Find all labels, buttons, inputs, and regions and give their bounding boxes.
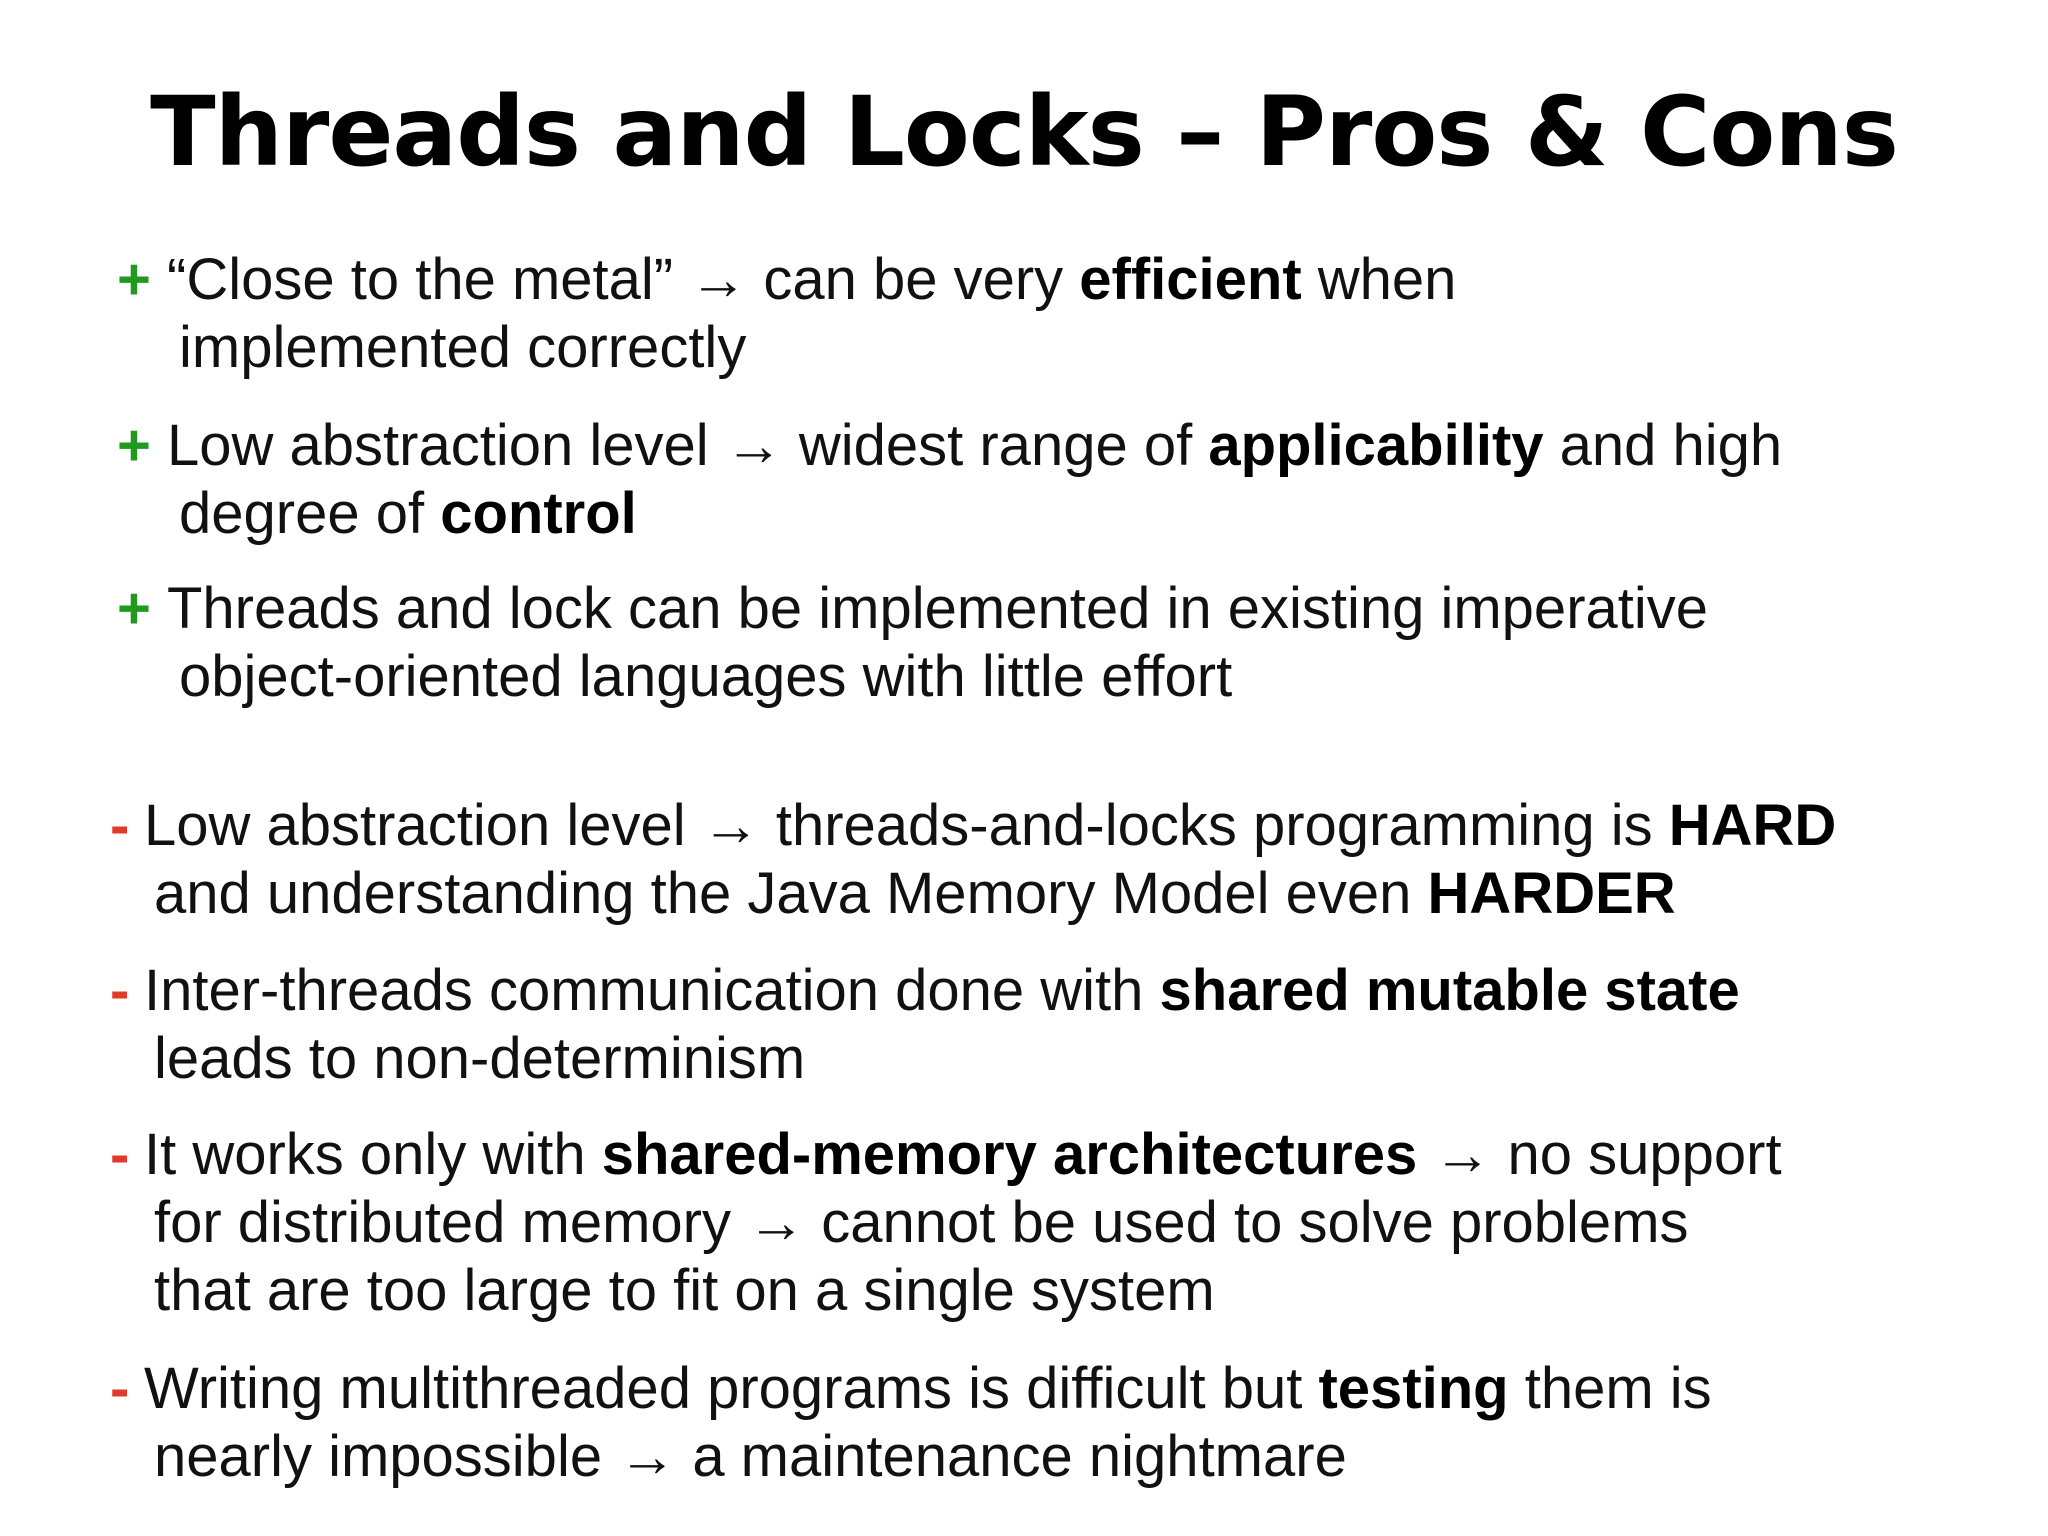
plus-marker: + [117, 247, 151, 312]
slide-title: Threads and Locks – Pros & Cons [150, 76, 1898, 188]
minus-marker: - [110, 1122, 130, 1187]
item-line [110, 1257, 1782, 1325]
emphasis-text: efficient [1079, 247, 1302, 312]
text-run: → no support [1417, 1122, 1782, 1187]
pro-item [117, 412, 1782, 548]
emphasis-text: shared mutable state [1159, 958, 1740, 1023]
con-item [110, 1121, 1782, 1325]
text-run: “Close to the metal” → can be very [167, 247, 1080, 312]
text-run: them is [1508, 1356, 1712, 1421]
pro-item [117, 246, 1456, 382]
text-run: Low abstraction level → threads-and-locks programming is [144, 793, 1669, 858]
item-line [110, 1355, 1712, 1423]
plus-marker: + [117, 413, 151, 478]
text-run: leads to non-determinism [154, 1026, 806, 1091]
item-line [117, 575, 1708, 643]
text-run: implemented correctly [179, 315, 747, 380]
text-run: degree of [179, 481, 441, 546]
emphasis-text: HARDER [1427, 861, 1676, 926]
text-run: Inter-threads communication done with [144, 958, 1160, 1023]
text-run: Threads and lock can be implemented in existing imperative [167, 576, 1709, 641]
text-run: for distributed memory → cannot be used to solve problems [154, 1190, 1689, 1255]
item-line [110, 860, 1836, 928]
text-run: nearly impossible → a maintenance nightmare [154, 1424, 1347, 1489]
minus-marker: - [110, 1356, 130, 1421]
item-line [117, 480, 1782, 548]
emphasis-text: applicability [1208, 413, 1544, 478]
text-run: that are too large to fit on a single system [154, 1258, 1215, 1323]
emphasis-text: testing [1318, 1356, 1509, 1421]
text-run: Writing multithreaded programs is difficult but [144, 1356, 1319, 1421]
text-run: It works only with [144, 1122, 602, 1187]
minus-marker: - [110, 958, 130, 1023]
item-line [117, 314, 1456, 382]
item-line [110, 1121, 1782, 1189]
plus-marker: + [117, 576, 151, 641]
pro-item [117, 575, 1708, 711]
item-line [117, 412, 1782, 480]
item-line [110, 792, 1836, 860]
con-item [110, 957, 1740, 1093]
item-line [110, 1025, 1740, 1093]
con-item [110, 1355, 1712, 1491]
emphasis-text: HARD [1668, 793, 1837, 858]
text-run: and understanding the Java Memory Model even [154, 861, 1428, 926]
text-run: object-oriented languages with little effort [179, 644, 1233, 709]
item-line [110, 1189, 1782, 1257]
item-line [117, 246, 1456, 314]
item-line [110, 1423, 1712, 1491]
emphasis-text: shared-memory architectures [601, 1122, 1418, 1187]
item-line [110, 957, 1740, 1025]
minus-marker: - [110, 793, 130, 858]
text-run: Low abstraction level → widest range of [167, 413, 1209, 478]
emphasis-text: control [440, 481, 637, 546]
text-run: when [1301, 247, 1457, 312]
con-item [110, 792, 1836, 928]
item-line [117, 643, 1708, 711]
text-run: and high [1543, 413, 1783, 478]
